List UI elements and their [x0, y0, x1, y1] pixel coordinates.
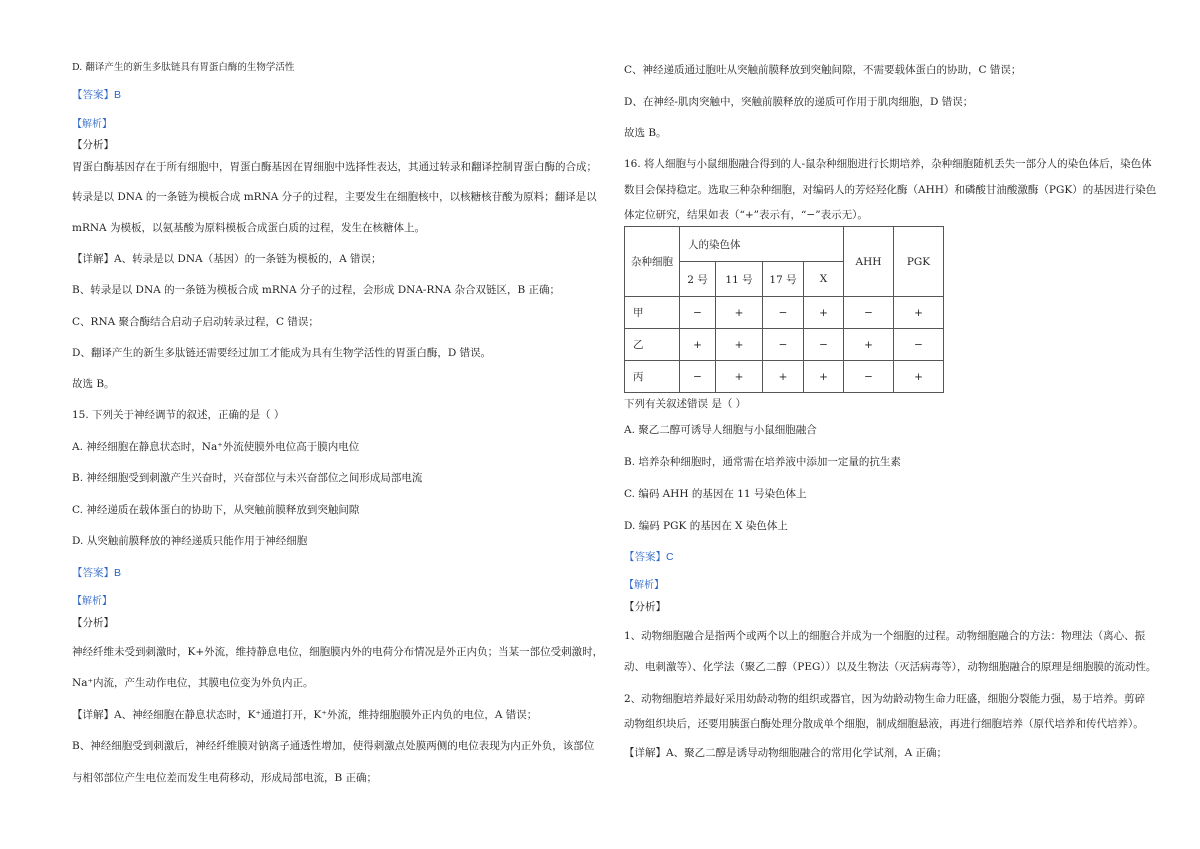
question-15: 15. 下列关于神经调节的叙述，正确的是（ ）: [72, 409, 285, 421]
answer-label-3: 【答案】C: [624, 551, 674, 563]
detail-a-3: 【详解】A、聚乙二醇是诱导动物细胞融合的常用化学试剂，A 正确；: [624, 747, 948, 759]
fenxi-label-2: 【分析】: [72, 617, 114, 629]
q16-option-a: A. 聚乙二醇可诱导人细胞与小鼠细胞融合: [624, 424, 817, 436]
detail-c-15: C、神经递质通过胞吐从突触前膜释放到突触间隙，不需要载体蛋白的协助，C 错误；: [624, 64, 1022, 76]
table-cell: −: [844, 361, 894, 393]
table-cell: +: [716, 297, 763, 329]
para4-line1: 2、动物细胞培养最好采用幼龄动物的组织或器官，因为幼龄动物生命力旺盛，细胞分裂能力强，易于培养。剪碎: [624, 693, 1146, 705]
table-cell: +: [716, 329, 763, 361]
fenxi-label-3: 【分析】: [624, 601, 666, 613]
detail-c-1: C、RNA 聚合酶结合启动子启动转录过程，C 错误；: [72, 316, 319, 328]
detail-b-2-line1: B、神经细胞受到刺激后，神经纤维膜对钠离子通透性增加，使得刺激点处膜两侧的电位表现为内正外负，该部位: [72, 740, 595, 752]
gene-location-table: [624, 226, 944, 393]
para1-line3: mRNA 为模板，以氨基酸为原料模板合成蛋白质的过程，发生在核糖体上。: [72, 222, 425, 234]
detail-a-1: 【详解】A、转录是以 DNA（基因）的一条链为模板的，A 错误；: [72, 253, 382, 265]
question-16-ask: 下列有关叙述错误 是（ ）: [624, 398, 747, 410]
table-cell: +: [894, 361, 944, 393]
table-cell: +: [804, 297, 844, 329]
para3-line1: 1、动物细胞融合是指两个或两个以上的细胞合并成为一个细胞的过程。动物细胞融合的方法：物理法（离心、振: [624, 630, 1146, 642]
table-cell: +: [844, 329, 894, 361]
header-human-chromosome: 人的染色体: [680, 227, 844, 262]
table-cell: −: [763, 297, 804, 329]
header-ahh: AHH: [844, 227, 894, 297]
para1-line2: 转录是以 DNA 的一条链为模板合成 mRNA 分子的过程，主要发生在细胞核中，以核糖核苷酸为原料；翻译是以: [72, 191, 597, 203]
table-cell: −: [894, 329, 944, 361]
question-16-line1: 16. 将人细胞与小鼠细胞融合得到的人-鼠杂种细胞进行长期培养，杂种细胞随机丢失一部分人的染色体后，染色体: [624, 158, 1152, 170]
row-label: 乙: [625, 329, 680, 361]
q16-option-d: D. 编码 PGK 的基因在 X 染色体上: [624, 520, 788, 532]
header-chr11: 11 号: [716, 262, 763, 297]
header-chr2: 2 号: [680, 262, 716, 297]
detail-d-1: D、翻译产生的新生多肽链还需要经过加工才能成为具有生物学活性的胃蛋白酶，D 错误。: [72, 347, 492, 359]
fenxi-label-1: 【分析】: [72, 139, 114, 151]
answer-label-2: 【答案】B: [72, 567, 122, 579]
row-label: 甲: [625, 297, 680, 329]
table-cell: +: [804, 361, 844, 393]
header-chr17: 17 号: [763, 262, 804, 297]
table-cell: −: [680, 297, 716, 329]
table-cell: +: [763, 361, 804, 393]
table-cell: −: [844, 297, 894, 329]
q15-option-c: C. 神经递质在载体蛋白的协助下，从突触前膜释放到突触间隙: [72, 504, 360, 516]
table-cell: +: [716, 361, 763, 393]
table-cell: +: [680, 329, 716, 361]
detail-d-15: D、在神经-肌肉突触中，突触前膜释放的递质可作用于肌肉细胞，D 错误；: [624, 96, 974, 108]
q16-option-b: B. 培养杂种细胞时，通常需在培养液中添加一定量的抗生素: [624, 456, 901, 468]
analysis-label-2: 【解析】: [72, 596, 112, 607]
para3-line2: 动、电刺激等）、化学法（聚乙二醇（PEG））以及生物法（灭活病毒等），动物细胞融合的原理是细胞膜的流动性。: [624, 661, 1157, 673]
detail-b-1: B、转录是以 DNA 的一条链为模板合成 mRNA 分子的过程，会形成 DNA-RNA 杂合双链区，B 正确；: [72, 284, 561, 296]
header-hybrid-cell: 杂种细胞: [625, 227, 680, 297]
row-label: 丙: [625, 361, 680, 393]
para1-line1: 胃蛋白酶基因存在于所有细胞中，胃蛋白酶基因在胃细胞中选择性表达，其通过转录和翻译控制胃蛋白酶的合成；: [72, 161, 597, 173]
question-16-line2: 数目会保持稳定。选取三种杂种细胞，对编码人的芳烃羟化酶（AHH）和磷酸甘油酸激酶（PGK）的基因进行染色: [624, 184, 1157, 196]
table-cell: −: [763, 329, 804, 361]
q15-option-d: D. 从突触前膜释放的神经递质只能作用于神经细胞: [72, 535, 308, 547]
header-chrx: X: [804, 262, 844, 297]
para4-line2: 动物组织块后，还要用胰蛋白酶处理分散成单个细胞，制成细胞悬液，再进行细胞培养（原代培养和传代培养）。: [624, 718, 1144, 730]
analysis-label-3: 【解析】: [624, 580, 664, 591]
header-pgk: PGK: [894, 227, 944, 297]
detail-b-2-line2: 与相邻部位产生电位差而发生电荷移动，形成局部电流，B 正确；: [72, 772, 378, 784]
analysis-label-1: 【解析】: [72, 119, 112, 130]
table-cell: −: [804, 329, 844, 361]
table-row: [625, 329, 944, 361]
conclusion-1: 故选 B。: [72, 378, 115, 390]
option-d-prev: D. 翻译产生的新生多肽链具有胃蛋白酶的生物学活性: [72, 62, 295, 73]
answer-label-1: 【答案】B: [72, 89, 122, 101]
q16-option-c: C. 编码 AHH 的基因在 11 号染色体上: [624, 488, 807, 500]
table-cell: −: [680, 361, 716, 393]
question-16-line3: 体定位研究，结果如表（“+”表示有，“−”表示无）。: [624, 209, 868, 221]
q15-option-a: A. 神经细胞在静息状态时，Na⁺外流使膜外电位高于膜内电位: [72, 441, 360, 453]
conclusion-15: 故选 B。: [624, 127, 667, 139]
detail-a-2: 【详解】A、神经细胞在静息状态时，K⁺通道打开，K⁺外流，维持细胞膜外正内负的电位，A 错误；: [72, 709, 538, 721]
table-cell: +: [894, 297, 944, 329]
table-row: [625, 297, 944, 329]
para2-line2: Na⁺内流，产生动作电位，其膜电位变为外负内正。: [72, 677, 314, 689]
para2-line1: 神经纤维未受到刺激时，K+外流，维持静息电位，细胞膜内外的电荷分布情况是外正内负；当某一部位受刺激时，: [72, 646, 604, 658]
table-row: [625, 361, 944, 393]
q15-option-b: B. 神经细胞受到刺激产生兴奋时，兴奋部位与未兴奋部位之间形成局部电流: [72, 472, 423, 484]
